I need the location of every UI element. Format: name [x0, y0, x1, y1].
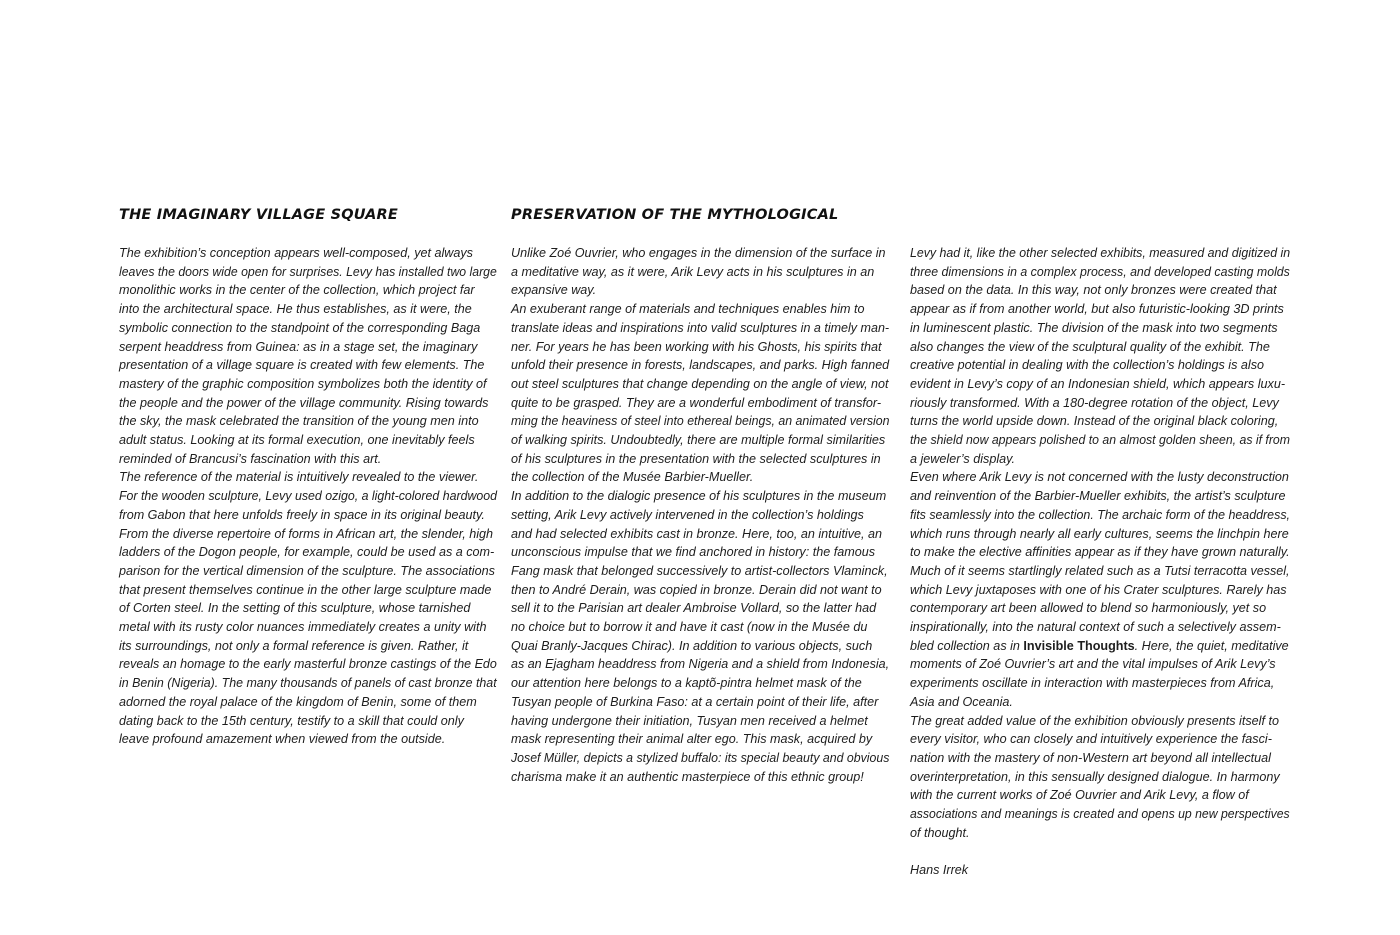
paragraph-line: of Corten steel. In the setting of this sculpture, whose tarnished — [119, 601, 471, 616]
paragraph-line: having undergone their initiation, Tusyan men received a helmet — [511, 713, 868, 728]
paragraph-line: in luminescent plastic. The division of the mask into two segments — [910, 320, 1278, 335]
text-column-3 — [910, 244, 1290, 880]
paragraph-line: moments of Zoé Ouvrier’s art and the vital impulses of Arik Levy’s — [910, 657, 1276, 672]
paragraph-line: from Gabon that here unfolds freely in space in its original beauty. — [119, 507, 485, 522]
paragraph-line: also changes the view of the sculptural quality of the exhibit. The — [910, 339, 1270, 354]
text-column-3-part-a — [910, 244, 1290, 637]
line-text-after-title: . Here, the quiet, meditative — [1134, 638, 1289, 653]
paragraph-line: leave profound amazement when viewed from the outside. — [119, 732, 446, 747]
paragraph-line: based on the data. In this way, not only bronzes were created that — [910, 283, 1277, 298]
paragraph-line: our attention here belongs to a kaptõ-pintra helmet mask of the — [511, 676, 862, 691]
paragraph-line: nation with the mastery of non-Western art beyond all intellectual — [910, 750, 1271, 765]
paragraph-line: In addition to the dialogic presence of his sculptures in the museum — [511, 489, 887, 504]
paragraph-line: the people and the power of the village community. Rising towards — [119, 395, 489, 410]
paragraph-line: in Benin (Nigeria). The many thousands of panels of cast bronze that — [119, 676, 497, 691]
paragraph-line: the collection of the Musée Barbier-Mueller. — [511, 470, 754, 485]
paragraph-line: of his sculptures in the presentation with the selected sculptures in — [511, 451, 881, 466]
paragraph-line: metal with its rusty color nuances immediately creates a unity with — [119, 620, 487, 635]
paragraph-line: ner. For years he has been working with his Ghosts, his spirits that — [511, 339, 882, 354]
paragraph-line: The exhibition’s conception appears well-composed, yet always — [119, 246, 473, 260]
paragraph-line: mask representing their animal alter ego. This mask, acquired by — [511, 732, 873, 747]
paragraph-line: Even where Arik Levy is not concerned with the lusty deconstruction — [910, 470, 1289, 485]
paragraph-line: monolithic works in the center of the collection, which project far — [119, 283, 475, 298]
paragraph-line: out steel sculptures that change depending on the angle of view, not — [511, 376, 889, 391]
paragraph-line: its surroundings, not only a formal reference is given. Rather, it — [119, 638, 469, 653]
paragraph-line: For the wooden sculpture, Levy used ozigo, a light-colored hardwood — [119, 489, 498, 504]
paragraph-line: and had selected exhibits cast in bronze. Here, too, an intuitive, an — [511, 526, 883, 541]
paragraph-line: sell it to the Parisian art dealer Ambroise Vollard, so the latter had — [511, 601, 877, 616]
paragraph-line: three dimensions in a complex process, and developed casting molds — [910, 264, 1290, 279]
paragraph-line: ladders of the Dogon people, for example, could be used as a com- — [119, 545, 495, 560]
paragraph-line: then to André Derain, was copied in bronze. Derain did not want to — [511, 582, 882, 597]
paragraph-line: which runs through nearly all early cultures, seems the linchpin here — [910, 526, 1289, 541]
paragraph-line: of thought. — [910, 825, 970, 840]
paragraph-line: quite to be grasped. They are a wonderful embodiment of transfor- — [511, 395, 882, 410]
paragraph-line: appear as if from another world, but also futuristic-looking 3D prints — [910, 302, 1284, 317]
paragraph-line: expansive way. — [511, 283, 597, 298]
paragraph-line: experiments oscillate in interaction with masterpieces from Africa, — [910, 676, 1275, 691]
paragraph-line: overinterpretation, in this sensually designed dialogue. In harmony — [910, 769, 1280, 784]
paragraph-line: The reference of the material is intuitively revealed to the viewer. — [119, 470, 479, 485]
paragraph-line: as an Ejagham headdress from Nigeria and a shield from Indonesia, — [511, 657, 890, 672]
paragraph-line: turns the world upside down. Instead of the original black coloring, — [910, 414, 1279, 429]
line-text-before-title: bled collection as in — [910, 638, 1024, 653]
paragraph-line: evident in Levy’s copy of an Indonesian shield, which appears luxu- — [910, 376, 1286, 391]
section-heading-preservation-of-the-mythological: PRESERVATION OF THE MYTHOLOGICAL — [511, 207, 839, 223]
paragraph-line: mastery of the graphic composition symbolizes both the identity of — [119, 376, 487, 391]
paragraph-line: a meditative way, as it were, Arik Levy acts in his sculptures in an — [511, 264, 875, 279]
paragraph-line: contemporary art been allowed to blend so harmoniously, yet so — [910, 601, 1267, 616]
paragraph-line: setting, Arik Levy actively intervened in the collection’s holdings — [511, 507, 864, 522]
paragraph-line: Much of it seems startlingly related such as a Tutsi terracotta vessel, — [910, 563, 1290, 578]
paragraph-line: Asia and Oceania. — [910, 694, 1013, 709]
paragraph-line: reminded of Brancusi’s fascination with this art. — [119, 451, 382, 466]
paragraph-line: creative potential in dealing with the collection’s holdings is also — [910, 358, 1265, 373]
paragraph-line: and reinvention of the Barbier-Mueller exhibits, the artist’s sculpture — [910, 489, 1286, 504]
paragraph-line: into the architectural space. He thus establishes, as it were, the — [119, 302, 472, 317]
text-column-2 — [511, 244, 889, 786]
paragraph-line: a jeweler’s display. — [910, 451, 1015, 466]
paragraph-line: no choice but to borrow it and have it cast (now in the Musée du — [511, 620, 868, 635]
paragraph-line: From the diverse repertoire of forms in African art, the slender, high — [119, 526, 494, 541]
paragraph-line-with-title — [910, 637, 1290, 656]
paragraph-line: parison for the vertical dimension of the sculpture. The associations — [119, 563, 495, 578]
paragraph-line: inspirationally, into the natural context of such a selectively assem- — [910, 620, 1281, 635]
paragraph-line: The great added value of the exhibition obviously presents itself to — [910, 713, 1279, 728]
paragraph-line: adult status. Looking at its formal execution, one inevitably feels — [119, 433, 475, 448]
paragraph-line: the shield now appears polished to an almost golden sheen, as if from — [910, 433, 1290, 448]
paragraph-line: An exuberant range of materials and techniques enables him to — [511, 302, 865, 317]
paragraph-line: every visitor, who can closely and intuitively experience the fasci- — [910, 732, 1272, 747]
paragraph-line: the sky, the mask celebrated the transition of the young men into — [119, 414, 479, 429]
paragraph-line: Levy had it, like the other selected exhibits, measured and digitized in — [910, 246, 1291, 260]
paragraph-line: associations and meanings is created and opens up new perspectives — [910, 807, 1290, 822]
paragraph-line: which Levy juxtaposes with one of his Crater sculptures. Rarely has — [910, 582, 1287, 597]
paragraph-line: unconscious impulse that we find anchored in history: the famous — [511, 545, 876, 560]
paragraph-line: serpent headdress from Guinea: as in a stage set, the imaginary — [119, 339, 478, 354]
text-column-3-part-b — [910, 655, 1290, 842]
paragraph-line: Fang mask that belonged successively to artist-collectors Vlaminck, — [511, 563, 888, 578]
paragraph-line: riously transformed. With a 180-degree rotation of the object, Levy — [910, 395, 1279, 410]
paragraph-line: unfold their presence in forests, landscapes, and parks. High fanned — [511, 358, 890, 373]
section-heading-imaginary-village-square: THE IMAGINARY VILLAGE SQUARE — [119, 207, 399, 223]
paragraph-line: charisma make it an authentic masterpiece of this ethnic group! — [511, 769, 864, 784]
paragraph-line: fits seamlessly into the collection. The archaic form of the headdress, — [910, 507, 1290, 522]
paragraph-line: presentation of a village square is created with few elements. The — [119, 358, 485, 373]
exhibition-title: Invisible Thoughts — [1023, 638, 1135, 653]
paragraph-line: of walking spirits. Undoubtedly, there are multiple formal similarities — [511, 433, 886, 448]
paragraph-line: translate ideas and inspirations into valid sculptures in a timely man- — [511, 320, 890, 335]
paragraph-line: Unlike Zoé Ouvrier, who engages in the dimension of the surface in — [511, 246, 886, 260]
paragraph-line: ming the heaviness of steel into ethereal beings, an animated version — [511, 414, 890, 429]
paragraph-line: adorned the royal palace of the kingdom of Benin, some of them — [119, 694, 477, 709]
paragraph-line: leaves the doors wide open for surprises. Levy has installed two large — [119, 264, 497, 279]
paragraph-line: with the current works of Zoé Ouvrier and Arik Levy, a flow of — [910, 788, 1249, 803]
paragraph-line: Quai Branly-Jacques Chirac). In addition to various objects, such — [511, 638, 873, 653]
author-signature: Hans Irrek — [910, 863, 969, 878]
signature-spacer — [910, 843, 1290, 862]
paragraph-line: Josef Müller, depicts a stylized buffalo: its special beauty and obvious — [511, 750, 890, 765]
paragraph-line: dating back to the 15th century, testify to a skill that could only — [119, 713, 464, 728]
text-column-1 — [119, 244, 497, 749]
paragraph-line: that present themselves continue in the other large sculpture made — [119, 582, 492, 597]
paragraph-line: symbolic connection to the standpoint of the corresponding Baga — [119, 320, 481, 335]
paragraph-line: reveals an homage to the early masterful bronze castings of the Edo — [119, 657, 497, 672]
paragraph-line: to make the elective affinities appear as if they have grown naturally. — [910, 545, 1290, 560]
paragraph-line: Tusyan people of Burkina Faso: at a certain point of their life, after — [511, 694, 879, 709]
